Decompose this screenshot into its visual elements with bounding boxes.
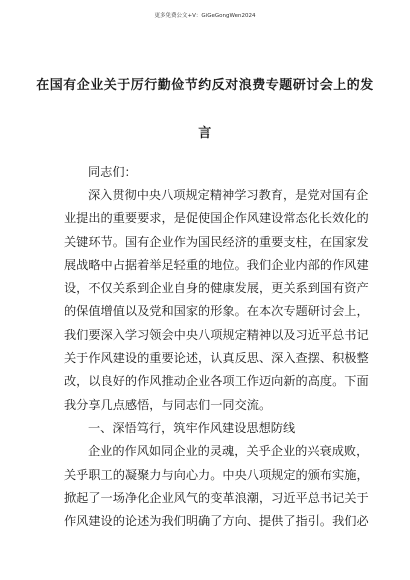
salutation-text: 同志们： bbox=[88, 165, 137, 179]
paragraph-1-line: 的保值增值以及党和国家的形象。在本次专题研讨会上， bbox=[64, 304, 369, 319]
document-title-line-2: 言 bbox=[198, 126, 212, 141]
paragraph-1-line: 深入贯彻中央八项规定精神学习教育，是党对国有企 bbox=[88, 188, 369, 202]
section-heading-1: 一、深悟笃行，筑牢作风建设思想防线 bbox=[88, 420, 296, 435]
paragraph-2-line: 企业的作风如同企业的灵魂，关乎企业的兴衰成败， bbox=[88, 444, 369, 459]
paragraph-2-line: 掀起了一场净化企业风气的变革浪潮，习近平总书记关于 bbox=[64, 490, 369, 505]
document-title-line-1: 在国有企业关于厉行勤俭节约反对浪费专题研讨会上的发 bbox=[36, 78, 374, 93]
salutation bbox=[64, 161, 350, 184]
paragraph-1-line: 改，以良好的作风推动企业各项工作迈向新的高度。下面 bbox=[64, 374, 369, 389]
paragraph-1-line: 我们要深入学习领会中央八项规定精神以及习近平总书记 bbox=[64, 327, 369, 342]
paragraph-2-line: 关乎职工的凝聚力与向心力。中央八项规定的颁布实施， bbox=[64, 467, 369, 482]
paragraph-1-line: 业提出的重要要求，是促使国企作风建设常态化长效化的 bbox=[64, 211, 369, 226]
header-note: 更多免费公文+V：GiGeGongWen2024 bbox=[154, 13, 256, 19]
paragraph-1-line: 我分享几点感悟，与同志们一同交流。 bbox=[64, 397, 272, 412]
paragraph-1-line: 设，不仅关系到企业自身的健康发展，更关系到国有资产 bbox=[64, 281, 369, 296]
document-body bbox=[64, 184, 369, 533]
paragraph-2-line: 作风建设的论述为我们明确了方向、提供了指引。我们必 bbox=[64, 514, 369, 529]
paragraph-1-line: 关于作风建设的重要论述，认真反思、深入查摆、积极整 bbox=[64, 351, 369, 366]
paragraph-1-line: 关键环节。国有企业作为国民经济的重要支柱，在国家发 bbox=[64, 234, 369, 249]
paragraph-1-line: 展战略中占据着举足轻重的地位。我们企业内部的作风建 bbox=[64, 257, 369, 272]
